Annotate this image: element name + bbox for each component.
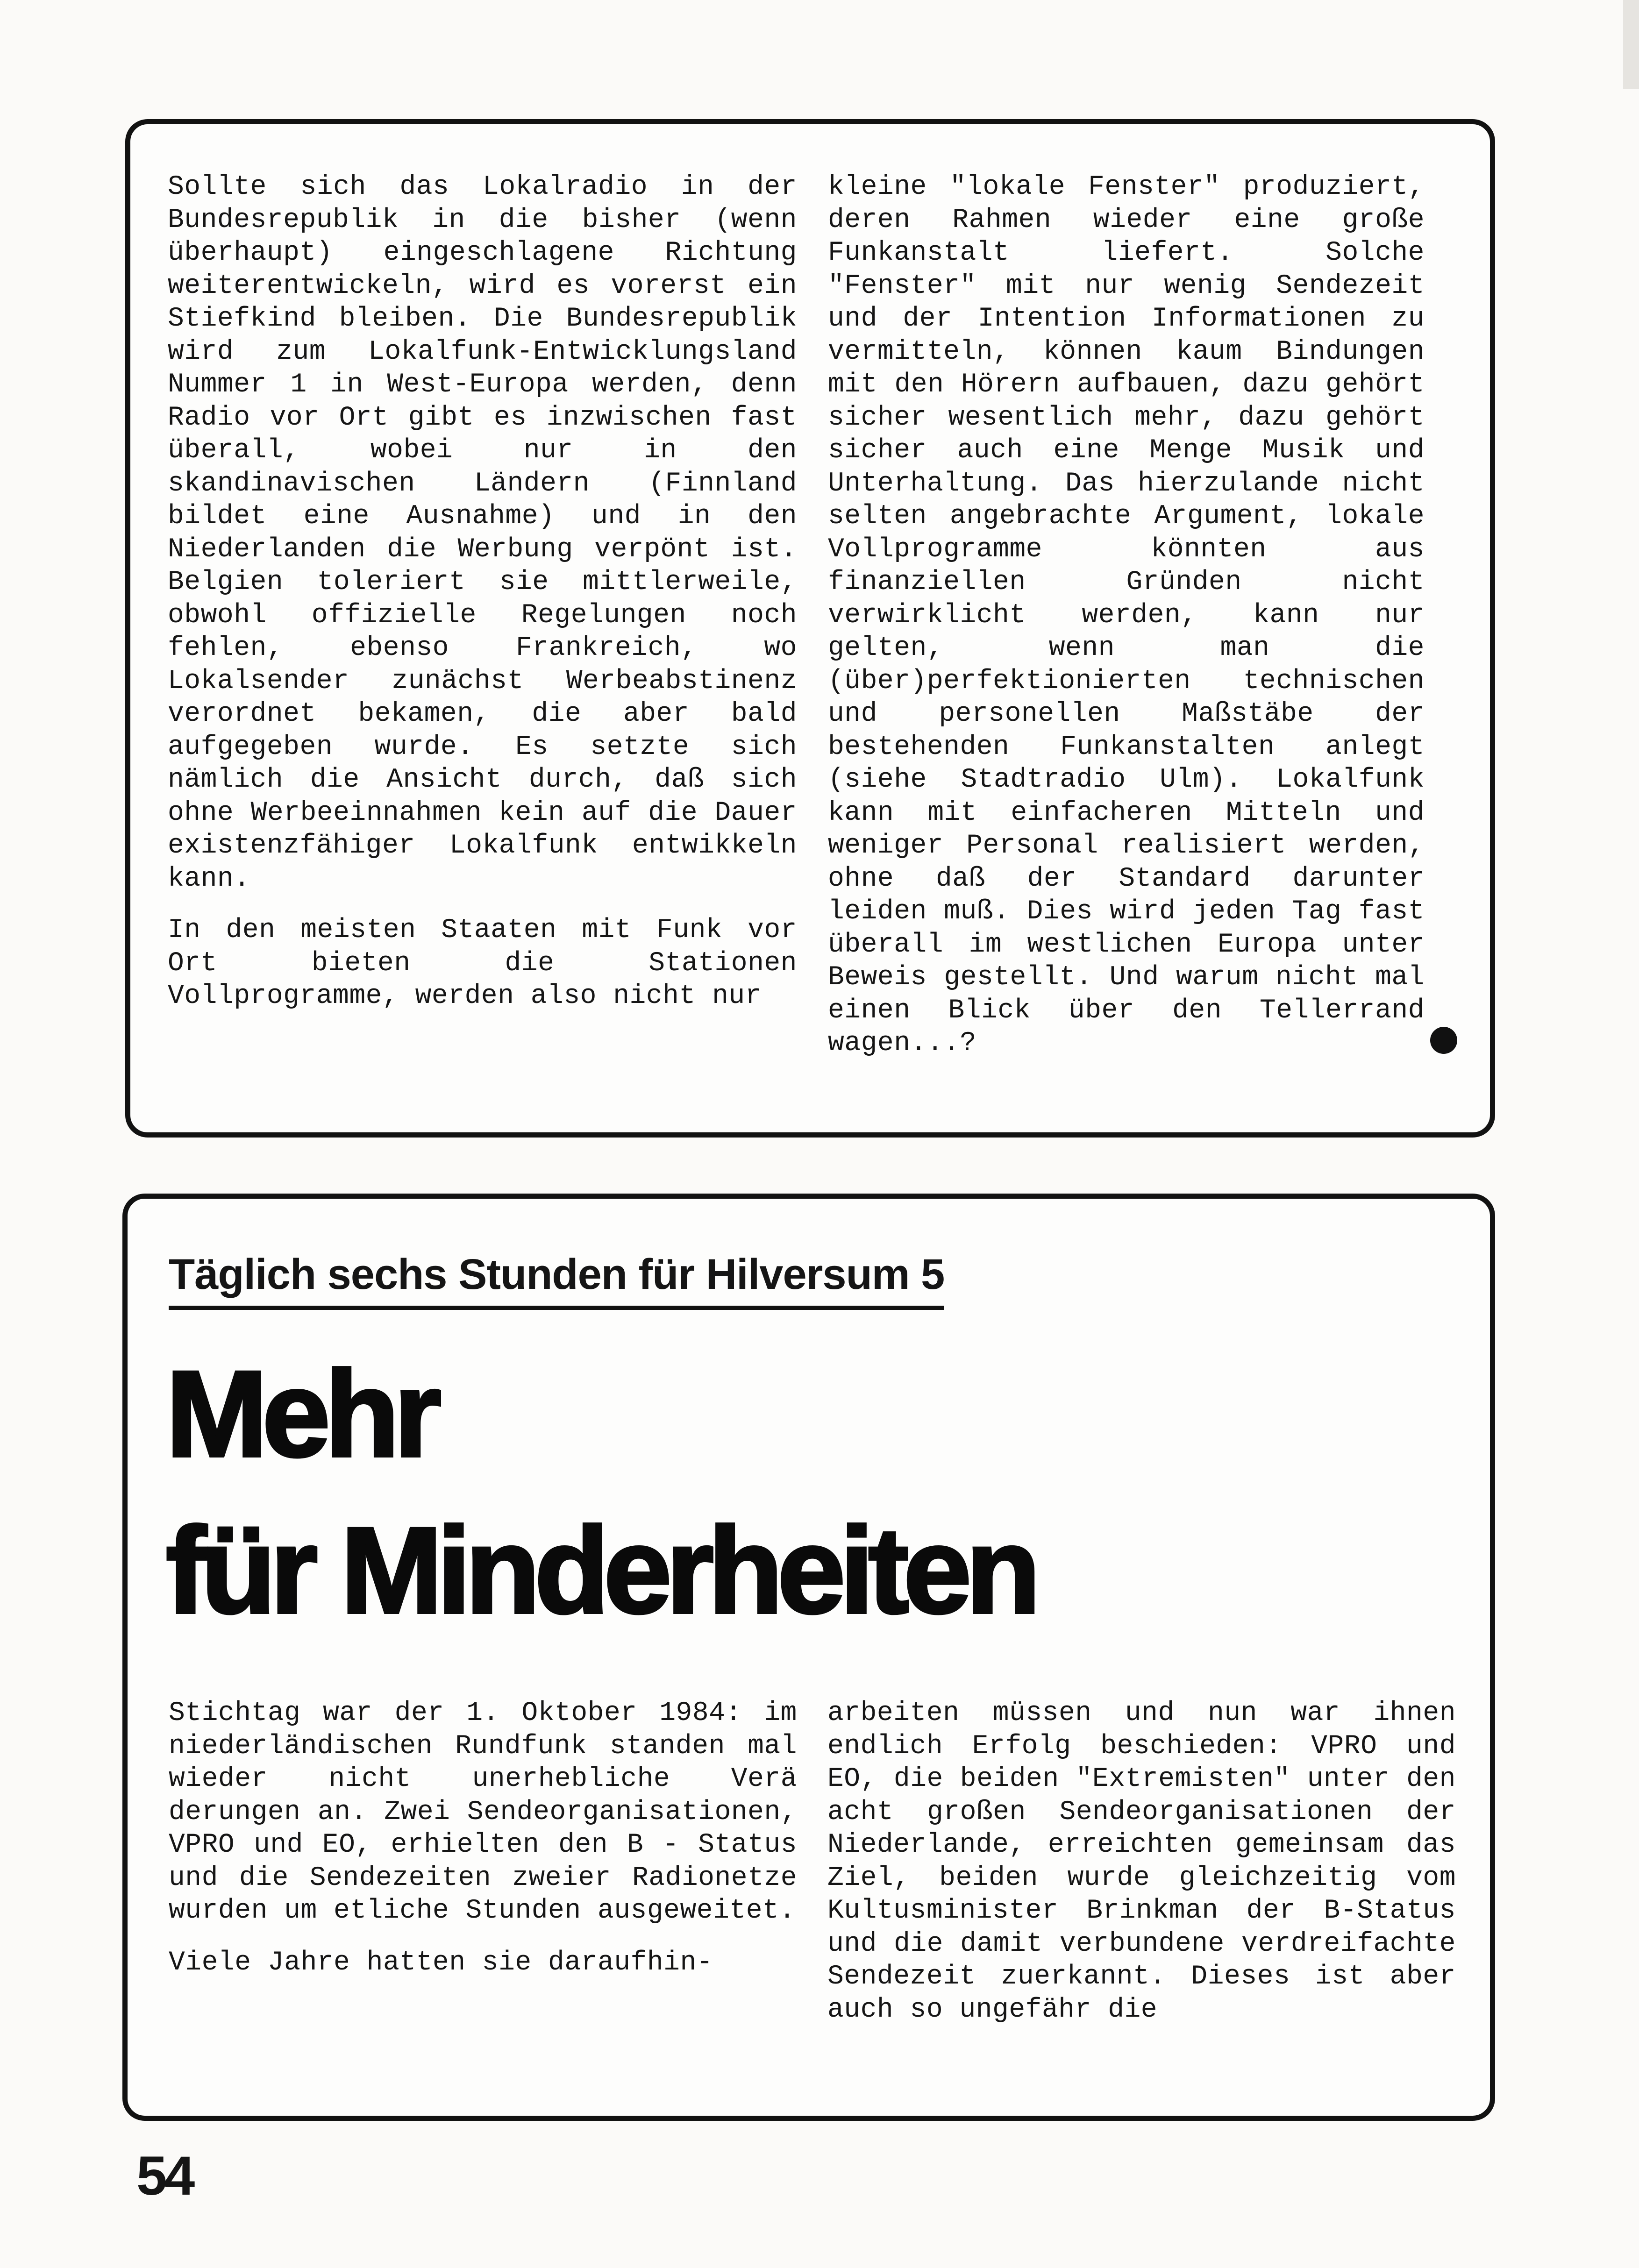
article-top-paragraph-3	[828, 171, 1457, 1060]
headline-line-1: Mehr	[166, 1345, 436, 1482]
article-top-paragraph-3-text: kleine "lokale Fenster" produziert, deren Rahmen wieder eine große Funkanstalt liefert. Solche "Fenster" mit nur wenig Sendezeit und der Intention Informationen zu vermitteln, können kaum Bindungen mit den Hörern aufbauen, dazu gehört sicher wesentlich mehr, dazu gehört sicher auch eine Menge Musik und Unterhaltung. Das hierzulande nicht selten angebrachte Argument, lokale Vollprogramme könnten aus finanziellen Gründen nicht verwirklicht werden, kann nur gelten, wenn man die (über)perfektionierten technischen und personellen Maßstäbe der bestehenden Funkanstalten anlegt (siehe Stadtradio Ulm). Lokalfunk kann mit einfacheren Mitteln und weniger Personal realisiert werden, ohne daß der Standard darunter leiden muß. Dies wird jeden Tag fast überall im westlichen Europa unter Beweis gestellt. Und warum nicht mal einen Blick über den Tellerrand wagen...?	[828, 172, 1425, 1059]
article-box-bottom	[122, 1194, 1495, 2121]
article-top-left-column	[168, 171, 797, 1032]
article-bottom-right-column	[827, 1697, 1456, 2045]
scan-edge-mark	[1623, 0, 1639, 89]
article-bottom-left-column	[169, 1697, 797, 1998]
headline-line-2: für Minderheiten	[166, 1502, 1035, 1639]
page-number: 54	[136, 2145, 192, 2207]
article-top-paragraph-2: In den meisten Staaten mit Funk vor Ort bieten die Stationen Vollprogramme, werden also nicht nur	[168, 915, 797, 1011]
article-bottom-paragraph-3: arbeiten müssen und nun war ihnen endlich Erfolg beschieden: VPRO und EO, die beiden "Extremisten" unter den acht großen Sendeorganisationen der Niederlande, erreichten gemeinsam das Ziel, beiden wurde gleichzeitig vom Kultusminister Brinkman der B-Status und die damit verbundene verdreifachte Sendezeit zuerkannt. Dieses ist aber auch so ungefähr die	[827, 1698, 1456, 2025]
article-top-paragraph-1: Sollte sich das Lokalradio in der Bundesrepublik in die bisher (wenn überhaupt) eingeschlagene Richtung weiterentwickeln, wird es vorerst ein Stiefkind bleiben. Die Bundesrepublik wird zum Lokalfunk-Entwicklungsland Nummer 1 in West-Europa werden, denn Radio vor Ort gibt es inzwischen fast überall, wobei nur in den skandinavischen Ländern (Finnland bildet eine Ausnahme) und in den Niederlanden die Werbung verpönt ist. Belgien toleriert sie mittlerweile, obwohl offizielle Regelungen noch fehlen, ebenso Frankreich, wo Lokalsender zunächst Werbeabstinenz verordnet bekamen, die aber bald aufgegeben wurde. Es setzte sich nämlich die Ansicht durch, daß sich ohne Werbeeinnahmen kein auf die Dauer existenzfähiger Lokalfunk entwikkeln kann.	[168, 172, 797, 894]
end-bullet-icon	[1430, 1027, 1457, 1054]
article-top-right-column	[828, 171, 1457, 1079]
article-kicker: Täglich sechs Stunden für Hilversum 5	[169, 1250, 944, 1310]
article-bottom-paragraph-2: Viele Jahre hatten sie daraufhin-	[169, 1947, 713, 1978]
article-bottom-paragraph-1: Stichtag war der 1. Oktober 1984: im niederländischen Rundfunk standen mal wieder nicht unerhebliche Verä derungen an. Zwei Sendeorganisationen, VPRO und EO, erhielten den B - Status und die Sendezeiten zweier Radionetze wurden um etliche Stunden ausgeweitet.	[169, 1698, 797, 1926]
article-box-top	[125, 119, 1495, 1138]
